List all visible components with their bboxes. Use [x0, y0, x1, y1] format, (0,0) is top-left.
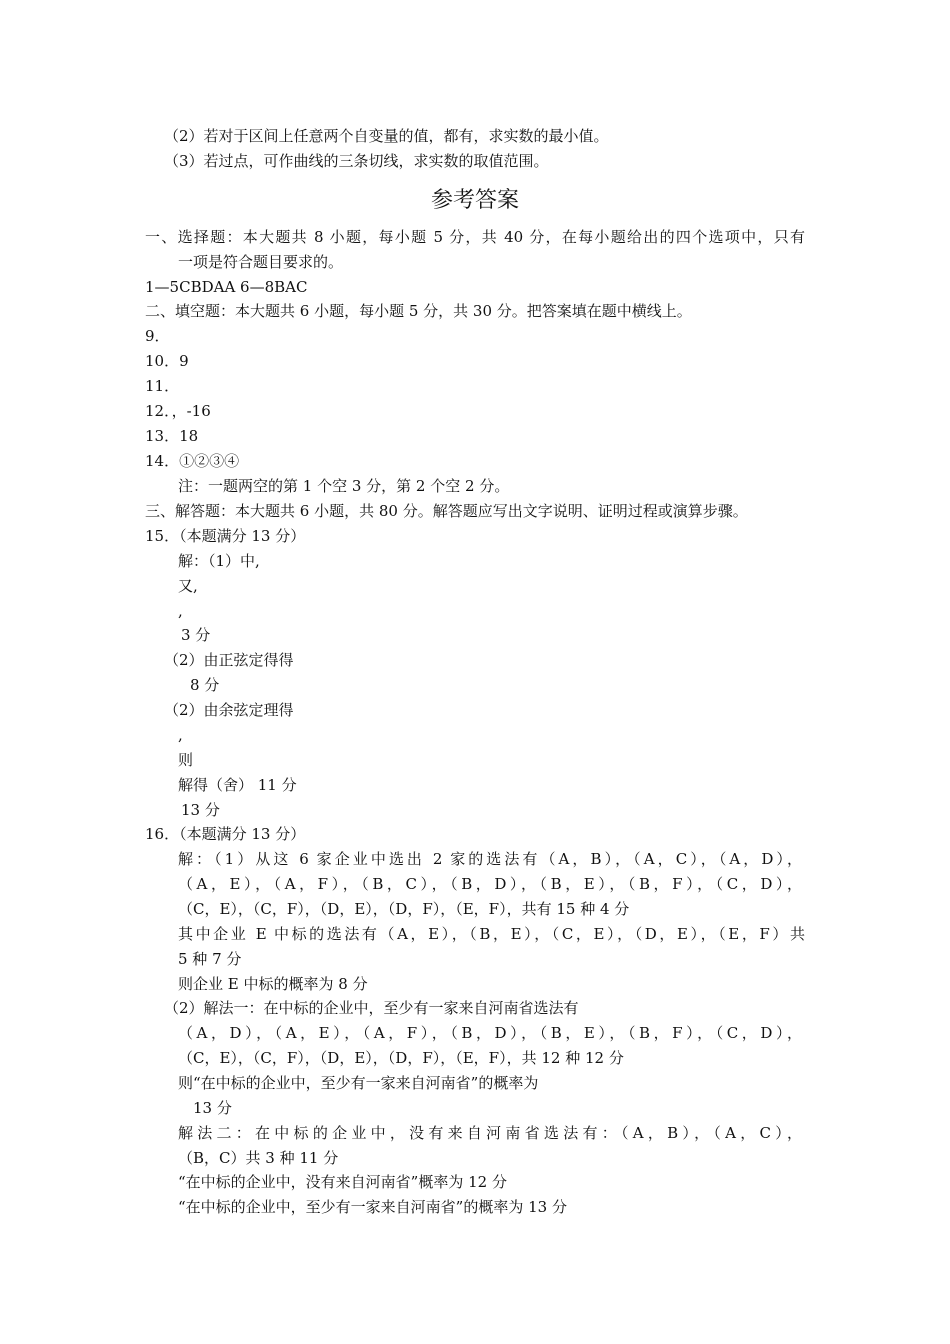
answer-9: 9．	[145, 327, 170, 345]
p15-score: 8 分	[190, 676, 220, 694]
p15-part-2b: （2）由余弦定理得	[164, 701, 294, 719]
p16-line: 则企业 E 中标的概率为 8 分	[178, 975, 368, 993]
section-3-heading: 三、解答题：本大题共 6 小题，共 80 分。解答题应写出文字说明、证明过程或演算步骤。	[145, 502, 748, 520]
question-part-2: （2）若对于区间上任意两个自变量的值，都有，求实数的最小值。	[164, 127, 609, 145]
p15-part-2: （2）由正弦定得得	[164, 651, 294, 669]
p16-line: 解：（1）从这 6 家企业中选出 2 家的选法有（A，B），（A，C），（A，D），	[178, 850, 802, 868]
p15-line: 又,	[178, 577, 198, 595]
question-part-3: （3）若过点，可作曲线的三条切线，求实数的取值范围。	[164, 152, 549, 170]
p16-line: 则“在中标的企业中，至少有一家来自河南省”的概率为	[178, 1074, 539, 1092]
p16-line: “在中标的企业中，至少有一家来自河南省”的概率为 13 分	[178, 1198, 567, 1216]
p16-line: （A，D），（A，E），（A，F），（B，D），（B，E），（B，F），（C，D），	[178, 1024, 802, 1042]
scoring-note: 注：一题两空的第 1 个空 3 分，第 2 个空 2 分。	[178, 477, 510, 495]
choice-answers: 1—5CBDAA 6—8BAC	[145, 278, 308, 296]
answer-13: 13．18	[145, 427, 199, 445]
p15-score: 13 分	[181, 801, 220, 819]
p16-part-2: （2）解法一：在中标的企业中，至少有一家来自河南省选法有	[164, 999, 579, 1017]
p15-line: 解得（舍） 11 分	[178, 776, 297, 794]
p15-line: ,	[178, 602, 183, 620]
p16-method-2: 解法二：在中标的企业中，没有来自河南省选法有：（A，B），（A，C），	[178, 1124, 802, 1142]
p15-line: 解：（1）中,	[178, 552, 260, 570]
p16-line: （C，E），（C，F），（D，E），（D，F），（E，F），共 12 种 12 分	[178, 1049, 624, 1067]
problem-16-heading: 16．（本题满分 13 分）	[145, 825, 306, 843]
p16-line: 5 种 7 分	[178, 950, 242, 968]
p16-line: 其中企业 E 中标的选法有（A，E），（B，E），（C，E），（D，E），（E，F）共	[178, 925, 805, 943]
answer-14: 14．①②③④	[145, 452, 240, 470]
problem-15-heading: 15．（本题满分 13 分）	[145, 527, 306, 545]
answer-10: 10．9	[145, 352, 189, 370]
answer-12: 12．，-16	[145, 402, 211, 420]
p15-score: 3 分	[181, 626, 211, 644]
p16-line: “在中标的企业中，没有来自河南省”概率为 12 分	[178, 1173, 507, 1191]
answer-11: 11．	[145, 377, 180, 395]
section-2-heading: 二、填空题：本大题共 6 小题，每小题 5 分，共 30 分。把答案填在题中横线上。	[145, 302, 692, 320]
page-title: 参考答案	[430, 188, 519, 213]
section-1-heading-cont: 一项是符合题目要求的。	[178, 253, 344, 271]
p16-line: （B，C）共 3 种 11 分	[178, 1149, 339, 1167]
p15-line: 则	[178, 751, 194, 769]
section-1-heading: 一、选择题：本大题共 8 小题，每小题 5 分，共 40 分，在每小题给出的四个选项中，只有	[145, 228, 805, 246]
p16-line: （A，E），（A，F），（B，C），（B，D），（B，E），（B，F），（C，D），	[178, 875, 802, 893]
p15-line: ,	[178, 726, 183, 744]
p16-score: 13 分	[193, 1099, 232, 1117]
p16-line: （C，E），（C，F），（D，E），（D，F），（E，F），共有 15 种 4 分	[178, 900, 630, 918]
